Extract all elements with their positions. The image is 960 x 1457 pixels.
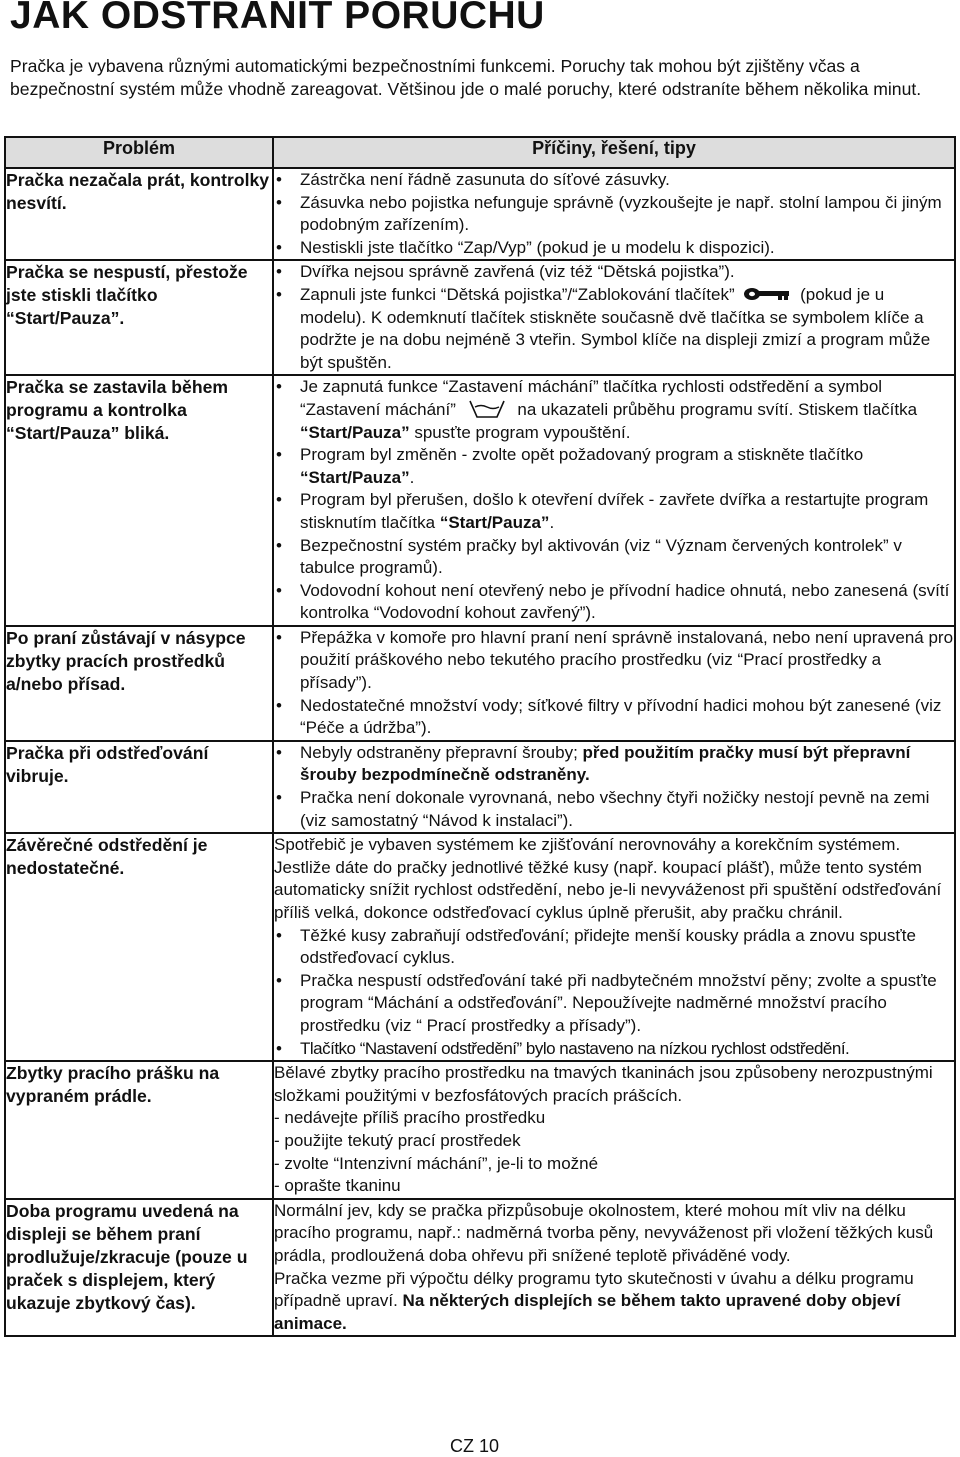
solution-text: - použijte tekutý prací prostředek xyxy=(274,1130,521,1150)
warning-text: před použitím pračky musí být přepravní šrouby bezpodmínečně odstraněny. xyxy=(300,742,911,785)
start-pause-label: “Start/Pauza” xyxy=(300,422,410,442)
start-pause-label: “Start/Pauza” xyxy=(300,467,410,487)
solution-text: Bělavé zbytky pracího prostředku na tmavých tkaninách jsou způsobeny nerozpustnými složkami použitými v bezfosfátových pracích prášcích. xyxy=(274,1063,933,1105)
list-text: Je zapnutá funkce “Zastavení máchání” tlačítka rychlosti odstředění a symbol “Zastavení máchání” xyxy=(300,377,883,419)
solution-text: - zvolte “Intenzivní máchání”, je-li to možné xyxy=(274,1153,599,1173)
start-pause-label: “Start/Pauza” xyxy=(439,512,550,532)
bold-note: Na některých displejích se během takto upravené doby objeví animace. xyxy=(274,1291,901,1333)
table-row xyxy=(5,168,955,260)
list-item: • Těžké kusy zabraňují odstřeďování; přidejte menší kousky prádla a znovu spusťte odstřeďovací cyklus. xyxy=(274,925,954,970)
list-item xyxy=(274,742,954,787)
solution-cell xyxy=(273,1061,955,1199)
table-row xyxy=(5,260,955,375)
list-item: • Dvířka nejsou správně zavřená (viz též “Dětská pojistka”). xyxy=(274,261,954,284)
solution-cell xyxy=(273,626,955,741)
list-item xyxy=(274,376,954,444)
page-title: JAK ODSTRANIT PORUCHU xyxy=(10,0,545,37)
problem-cell: Zbytky pracího prášku na vypraném prádle. xyxy=(5,1061,273,1199)
solution-text: - nedávejte příliš pracího prostředku xyxy=(274,1108,546,1128)
list-item: • Zásuvka nebo pojistka nefunguje správně (vyzkoušejte je např. stolní lampou či jiným podobným zařízením). xyxy=(274,192,954,237)
table-row xyxy=(5,1061,955,1199)
solution-cell xyxy=(273,1199,955,1337)
solution-cell xyxy=(273,168,955,260)
header-solution: Příčiny, řešení, tipy xyxy=(273,137,955,168)
list-item: • Přepážka v komoře pro hlavní praní není správně instalovaná, nebo není upravená pro použití práškového nebo tekutého pracího prostředku (viz “Prací prostředky a přísady”). xyxy=(274,627,954,695)
list-text: Zapnuli jste funkci “Dětská pojistka”/“Zablokování tlačítek” xyxy=(300,284,735,304)
list-text: . xyxy=(549,512,555,532)
list-item xyxy=(274,444,954,489)
solution-cell xyxy=(273,260,955,375)
table-row xyxy=(5,375,955,626)
table-header-row xyxy=(5,137,955,168)
problem-cell: Pračka se nespustí, přestože jste stiskli tlačítko “Start/Pauza”. xyxy=(5,260,273,375)
list-item: • Vodovodní kohout není otevřený nebo je přívodní hadice ohnutá, nebo zanesená (svítí kontrolka “Vodovodní kohout zavřený”). xyxy=(274,580,954,625)
list-item: • Nestiskli jste tlačítko “Zap/Vyp” (pokud je u modelu k dispozici). xyxy=(274,237,954,260)
problem-cell: Pračka při odstřeďování vibruje. xyxy=(5,741,273,833)
list-text: Program byl přerušen, došlo k otevření dvířek - zavřete dvířka a restartujte program stisknutím tlačítka xyxy=(300,490,929,532)
key-icon xyxy=(743,285,791,299)
list-text: Nebyly odstraněny přepravní šrouby; xyxy=(300,742,578,762)
solution-text xyxy=(274,1268,954,1336)
troubleshooting-table xyxy=(4,136,956,1337)
rinse-hold-icon xyxy=(467,399,507,419)
list-text: Program byl změněn - zvolte opět požadovaný program a stiskněte tlačítko xyxy=(300,445,864,465)
list-item: • Pračka není dokonale vyrovnaná, nebo všechny čtyři nožičky nestojí pevně na zemi (viz samostatný “Návod k instalaci”). xyxy=(274,787,954,832)
problem-cell: Pračka se zastavila během programu a kontrolka “Start/Pauza” bliká. xyxy=(5,375,273,626)
list-text: . xyxy=(409,467,415,487)
list-item xyxy=(274,284,954,374)
list-item: • Bezpečnostní systém pračky byl aktivován (viz “ Význam červených kontrolek” v tabulce programů). xyxy=(274,535,954,580)
table-row xyxy=(5,1199,955,1337)
list-text: na ukazateli průběhu programu svítí. Stiskem tlačítka xyxy=(517,399,918,419)
solution-text: - oprašte tkaninu xyxy=(274,1176,401,1196)
page-number: CZ 10 xyxy=(450,1436,500,1456)
list-text: spusťte program vypouštění. xyxy=(414,422,631,442)
solution-text: Spotřebič je vybaven systémem ke zjišťování nerovnováhy a korekčním systémem. Jestliže dáte do pračky jednotlivé těžké kusy (např. koupací plášť), může tento systém automaticky snížit rychlost odstředění, nebo je-li nevyváženost při spuštění odstřeďování příliš velká, dokonce odstřeďovací cyklus úplně přerušit, aby pračku chránil. xyxy=(274,835,942,922)
list-item xyxy=(274,489,954,534)
list-text: (pokud je u modelu). K odemknutí tlačítek stiskněte současně dvě tlačítka se symbolem klíče a podržte je na dobu nejméně 3 vteřin. Symbol klíče na displeji zmizí a program může být spuštěn. xyxy=(300,284,931,372)
problem-cell: Doba programu uvedená na displeji se během praní prodlužuje/zkracuje (pouze u praček s displejem, který ukazuje zbytkový čas). xyxy=(5,1199,273,1337)
solution-text: Pračka vezme při výpočtu délky programu tyto skutečnosti v úvahu a délku programu případně upraví. xyxy=(274,1268,914,1311)
list-item: • Zástrčka není řádně zasunuta do síťové zásuvky. xyxy=(274,169,954,192)
list-item: • Pračka nespustí odstřeďování také při nadbytečném množství pěny; zvolte a spusťte program “Máchání a odstřeďování”. Nepoužívejte nadměrné množství pracího prostředku (viz “ Prací prostředky a přísady”). xyxy=(274,970,954,1038)
header-problem: Problém xyxy=(5,137,273,168)
list-item: • Tlačítko “Nastavení odstředění” bylo nastaveno na nízkou rychlost odstředění. xyxy=(274,1038,954,1061)
list-item: • Nedostatečné množství vody; síťkové filtry v přívodní hadici mohou být zanesené (viz “Péče a údržba”). xyxy=(274,695,954,740)
table-row xyxy=(5,833,955,1061)
solution-cell xyxy=(273,833,955,1061)
problem-cell: Závěrečné odstředění je nedostatečné. xyxy=(5,833,273,1061)
problem-cell: Pračka nezačala prát, kontrolky nesvítí. xyxy=(5,168,273,260)
solution-text: Normální jev, kdy se pračka přizpůsobuje okolnostem, které mohou mít vliv na délku pracího programu, např.: nadměrná tvorba pěny, nevyváženost při vložení těžkých kusů prádla, prodloužená doba ohřevu při snížené teplotě přiváděné vody. xyxy=(274,1200,934,1265)
problem-cell: Po praní zůstávají v násypce zbytky pracích prostředků a/nebo přísad. xyxy=(5,626,273,741)
table-row xyxy=(5,741,955,833)
table-row xyxy=(5,626,955,741)
intro-paragraph: Pračka je vybavena různými automatickými bezpečnostními funkcemi. Poruchy tak mohou být zjištěny včas a bezpečnostní systém může vhodně zareagovat. Většinou jde o malé poruchy, které odstraníte během několika minut. xyxy=(10,56,922,99)
solution-cell xyxy=(273,741,955,833)
solution-cell xyxy=(273,375,955,626)
